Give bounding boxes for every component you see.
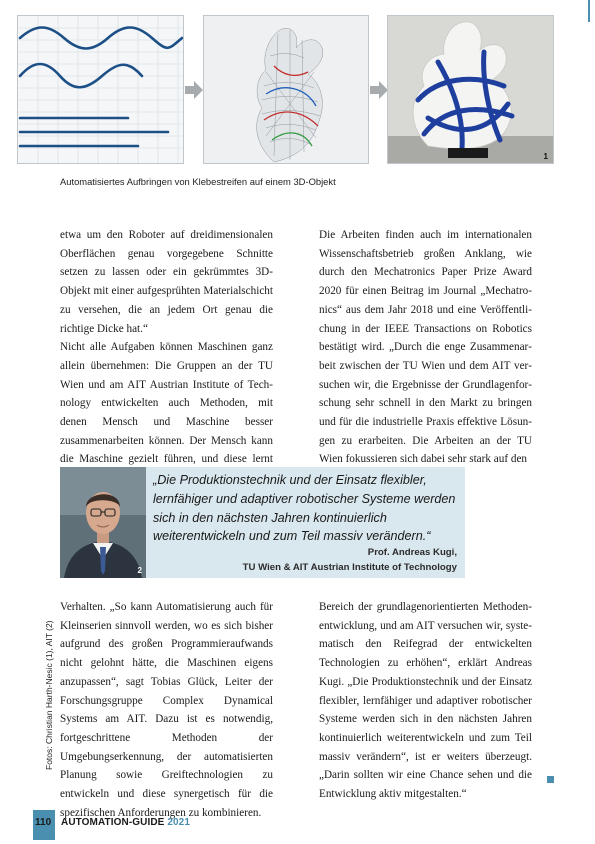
paragraph: Bereich der grundlagenorientierten Methodenentwicklung, und am AIT versuchen wir, systematisch den Reifegrad der entwickelten Technologien zu erhöhen“, erklärt Andreas Kugi. „Die Produktionstechnik und der Einsatz flexibler, lernfähiger und adaptiver robotischer Systeme werden sich in den nächsten Jahren kontinuierlich weiterentwickeln und zum Teil massiv verändern“, ist er weiters überzeugt. „Darin sollten wir eine Chance sehen und die Entwicklung aktiv mitgestalten.“ bbox=[319, 601, 532, 801]
article-column-bottom-left bbox=[60, 598, 273, 822]
photo-number: 2 bbox=[137, 566, 142, 575]
quote-author-name: Prof. Andreas Kugi, bbox=[367, 547, 457, 558]
arrow-right-icon bbox=[370, 81, 388, 99]
mesh-model-graphic bbox=[204, 16, 369, 164]
quote-author-affiliation: TU Wien & AIT Austrian Institute of Technology bbox=[242, 562, 457, 573]
paragraph: Die Arbeiten finden auch im internationalen Wissenschaftsbetrieb großen Anklang, wie durch den Mechatronics Paper Prize Award 2020 für einen Beitrag im Journal „Mechatronics“ aus dem Jahr 2018 und eine Veröffentlichung in der IEEE Transactions on Robotics bestätigt wird. „Durch die enge Zusammenarbeit zwischen der TU Wien und dem AIT versuchen wir, die Ergebnisse der Grundlagenforschung sehr schnell in den Markt zu bringen und für die industrielle Praxis effektive Lösungen zu erarbeiten. Die Arbeiten an der TU Wien fokussieren sich dabei sehr stark auf den bbox=[319, 229, 532, 466]
article-end-mark bbox=[547, 776, 554, 783]
article-column-top-right bbox=[319, 226, 532, 469]
footer-brand bbox=[61, 817, 190, 828]
page-number: 110 bbox=[35, 817, 52, 828]
arrow-right-icon bbox=[185, 81, 203, 99]
magazine-year: 2021 bbox=[167, 817, 190, 828]
paragraph: etwa um den Roboter auf dreidimensionalen Oberflächen genau vorgegebene Schnitte setzen zu lassen oder ein gekrümmtes 3D-Objekt mit einer aufgesprühten Materialschicht zu versehen, die an jedem Ort genau die richtige Dicke hat.“ bbox=[60, 229, 273, 335]
taped-object-photo-panel bbox=[387, 15, 554, 164]
figure-strip bbox=[17, 15, 554, 164]
mesh-model-panel bbox=[203, 15, 369, 164]
portrait-photo bbox=[60, 467, 146, 578]
path-plot-graphic bbox=[18, 16, 184, 164]
page-edge-mark bbox=[588, 0, 590, 22]
pull-quote-box bbox=[60, 467, 465, 578]
quote-text: „Die Produktionstechnik und der Einsatz flexibler, lernfähiger und adaptiver robotischer Systeme werden sich in den nächsten Jahren kontinuierlich weiterentwickeln und zum Teil massiv verändern.“ bbox=[153, 473, 456, 544]
path-plot-panel bbox=[17, 15, 184, 164]
paragraph: Verhalten. „So kann Automatisierung auch für Kleinserien sinnvoll werden, wo es sich bisher aufgrund des großen Programmieraufwands nicht gelohnt hätte, die Maschinen eigens anzupassen“, sagt Tobias Glück, Leiter der Forschungsgruppe Complex Dynamical Systems am AIT. Dazu ist es notwendig, fortgeschrittene Methoden der Umgebungserkennung, der automatisierten Planung sowie Greiftechnologien zu entwickeln und diese synergetisch für die spezifischen Anforderungen zu kombinieren. bbox=[60, 601, 273, 819]
portrait-graphic bbox=[60, 467, 146, 578]
figure-caption: Automatisiertes Aufbringen von Klebestreifen auf einem 3D-Objekt bbox=[60, 176, 336, 187]
taped-object-graphic bbox=[388, 16, 554, 164]
figure-number: 1 bbox=[543, 152, 548, 161]
photo-credit: Fotos: Christian Harth-Nesic (1), AIT (2) bbox=[44, 620, 54, 770]
magazine-title: AUTOMATION-GUIDE bbox=[61, 817, 165, 828]
article-column-bottom-right bbox=[319, 598, 532, 804]
article-column-top-left bbox=[60, 226, 273, 488]
paragraph: Nicht alle Aufgaben können Maschinen ganz allein übernehmen: Die Gruppen an der TU Wien und am AIT Austrian Institute of Technology entwickelten auch Methoden, mit denen Mensch und Maschine besser zusammenarbeiten können. Der Mensch kann die Maschine gezielt führen, und diese lernt bbox=[60, 341, 273, 466]
